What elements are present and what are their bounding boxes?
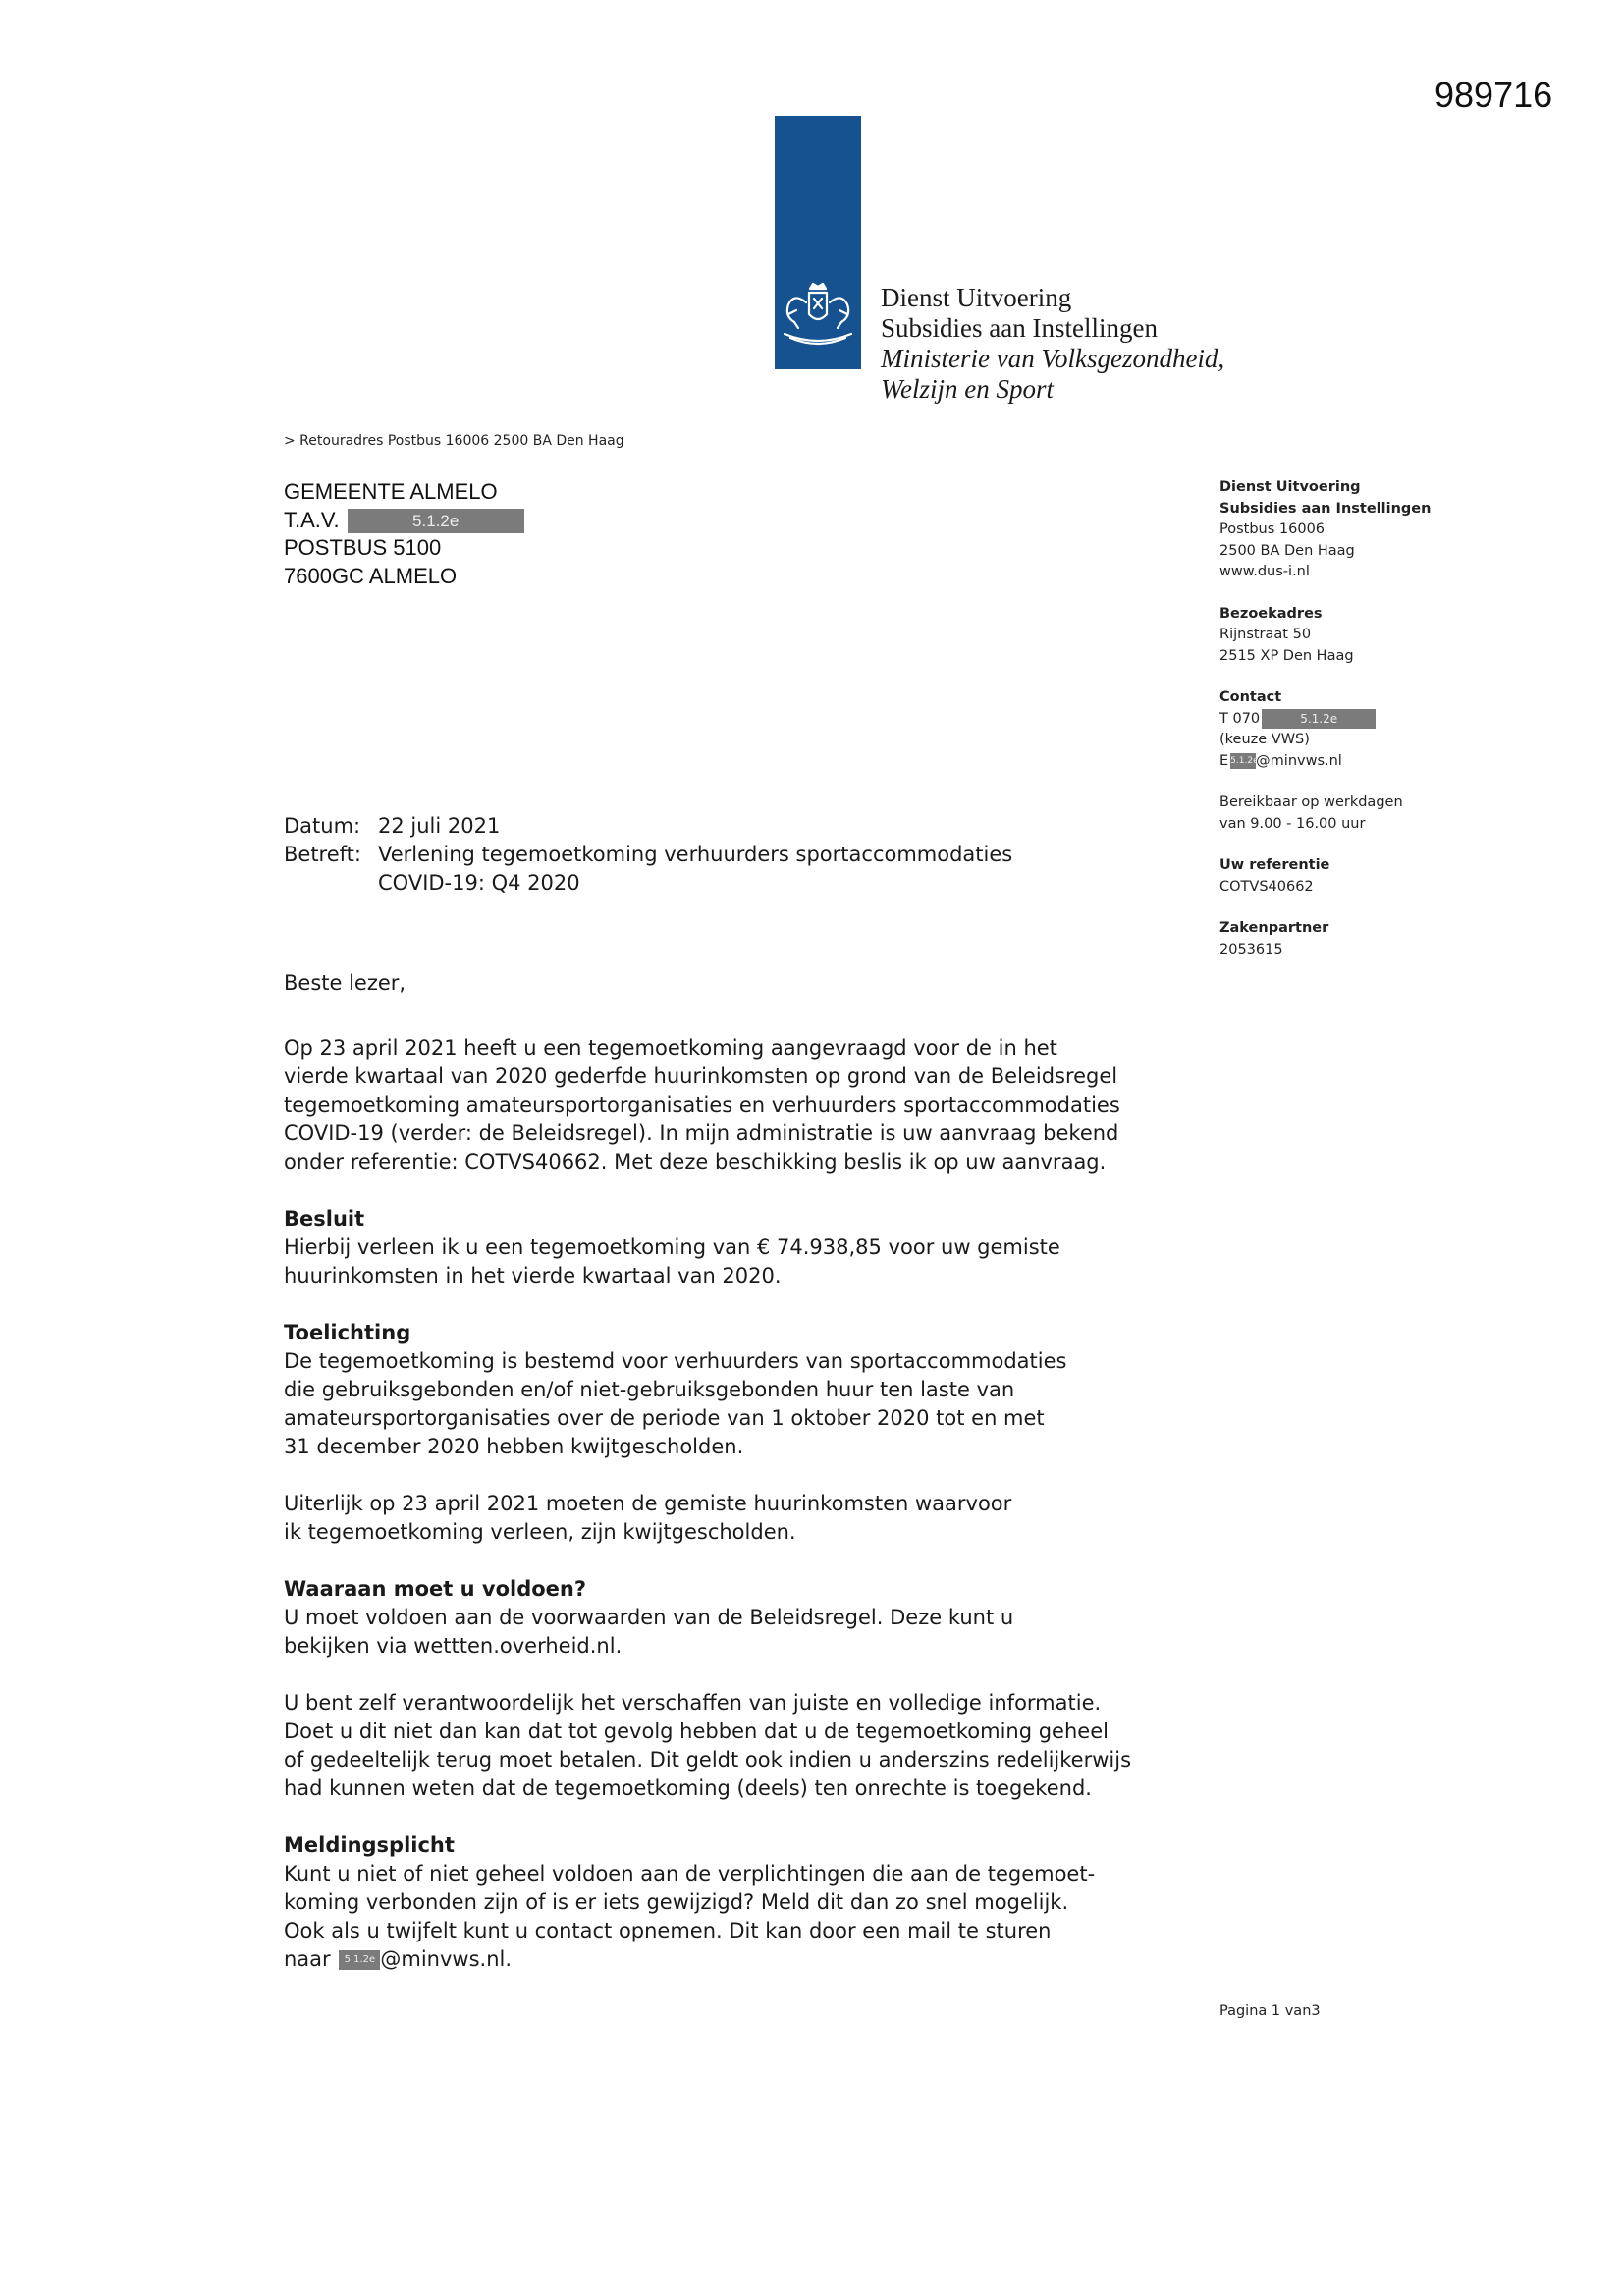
melding-prefix: naar — [284, 1947, 331, 1971]
recipient-address — [284, 478, 524, 590]
intro-line: Op 23 april 2021 heeft u een tegemoetkoming aangevraagd voor de in het — [284, 1036, 1057, 1060]
verantwoordelijk-line: Doet u dit niet dan kan dat tot gevolg hebben dat u de tegemoetkoming geheel — [284, 1720, 1109, 1743]
sidebar-website: www.dus-i.nl — [1219, 564, 1310, 579]
voldoen-line: bekijken via wettten.overheid.nl. — [284, 1634, 623, 1658]
recipient-attention — [284, 507, 524, 535]
coat-of-arms-icon — [777, 281, 859, 354]
redaction-box: 5.1.2e — [1262, 709, 1376, 729]
subject-row-2 — [284, 869, 1012, 898]
org-line-1: Dienst Uitvoering — [881, 283, 1072, 312]
sender-sidebar — [1219, 477, 1475, 960]
email-prefix: E — [1219, 752, 1229, 769]
subject-line-2: COVID-19: Q4 2020 — [378, 871, 580, 895]
subject-line-1: Verlening tegemoetkoming verhuurders sportaccommodaties — [378, 843, 1013, 866]
sidebar-org-2: Subsidies aan Instellingen — [1219, 500, 1432, 517]
melding-line: Kunt u niet of niet geheel voldoen aan de verplichtingen die aan de tegemoet- — [284, 1862, 1096, 1886]
sidebar-hours-label: Bereikbaar op werkdagen — [1219, 794, 1403, 810]
date-row — [284, 812, 1012, 841]
date-label: Datum: — [284, 814, 361, 838]
melding-line: Ook als u twijfelt kunt u contact opnemen. Dit kan door een mail te sturen — [284, 1919, 1052, 1942]
toelichting-line: amateursportorganisaties over de periode van 1 oktober 2020 tot en met — [284, 1406, 1045, 1430]
sidebar-postbus: Postbus 16006 — [1219, 521, 1326, 537]
letter-meta — [284, 812, 1012, 898]
recipient-name: GEMEENTE ALMELO — [284, 479, 498, 504]
verantwoordelijk-line: U bent zelf verantwoordelijk het verschaffen van juiste en volledige informatie. — [284, 1691, 1102, 1715]
voldoen-line: U moet voldoen aan de voorwaarden van de Beleidsregel. Deze kunt u — [284, 1606, 1014, 1629]
sidebar-ref-head: Uw referentie — [1219, 857, 1330, 873]
sidebar-phone-note: (keuze VWS) — [1219, 732, 1310, 747]
sidebar-ref-value: COTVS40662 — [1219, 878, 1314, 895]
verantwoordelijk-line: of gedeeltelijk terug moet betalen. Dit geldt ook indien u anderszins redelijkerwijs — [284, 1748, 1132, 1772]
section-heading-toelichting: Toelichting — [284, 1321, 411, 1344]
sidebar-partner-value: 2053615 — [1219, 941, 1283, 957]
redaction-box: 5.1.2e — [339, 1950, 380, 1970]
sidebar-visit-city: 2515 XP Den Haag — [1219, 647, 1354, 664]
section-heading-melding: Meldingsplicht — [284, 1833, 455, 1857]
org-line-4: Welzijn en Sport — [881, 374, 1055, 404]
sidebar-postcode: 2500 BA Den Haag — [1219, 542, 1355, 559]
intro-line: vierde kwartaal van 2020 gederfde huurinkomsten op grond van de Beleidsregel — [284, 1065, 1118, 1088]
toelichting-line: De tegemoetkoming is bestemd voor verhuurders van sportaccommodaties — [284, 1349, 1067, 1373]
page-number: Pagina 1 van3 — [1219, 2003, 1321, 2019]
email-suffix: @minvws.nl — [1256, 752, 1342, 769]
recipient-postbox: POSTBUS 5100 — [284, 535, 442, 561]
section-heading-besluit: Besluit — [284, 1207, 365, 1230]
intro-line: onder referentie: COTVS40662. Met deze beschikking beslis ik op uw aanvraag. — [284, 1150, 1107, 1174]
document-number: 989716 — [1435, 75, 1553, 115]
sidebar-visit-street: Rijnstraat 50 — [1219, 627, 1312, 642]
subject-row — [284, 841, 1012, 869]
sidebar-org-1: Dienst Uitvoering — [1219, 479, 1361, 495]
recipient-city: 7600GC ALMELO — [284, 563, 458, 588]
org-line-2: Subsidies aan Instellingen — [881, 313, 1158, 343]
intro-line: COVID-19 (verder: de Beleidsregel). In mijn administratie is uw aanvraag bekend — [284, 1121, 1119, 1145]
date-value: 22 juli 2021 — [378, 814, 501, 838]
melding-line: koming verbonden zijn of is er iets gewijzigd? Meld dit dan zo snel mogelijk. — [284, 1890, 1069, 1914]
section-heading-voldoen: Waaraan moet u voldoen? — [284, 1577, 587, 1601]
toelichting-line: 31 december 2020 hebben kwijtgescholden. — [284, 1435, 744, 1458]
return-address: > Retouradres Postbus 16006 2500 BA Den Haag — [284, 433, 624, 449]
toelichting-line: die gebruiksgebonden en/of niet-gebruiksgebonden huur ten laste van — [284, 1378, 1015, 1401]
uiterlijk-line: Uiterlijk op 23 april 2021 moeten de gemiste huurinkomsten waarvoor — [284, 1492, 1012, 1515]
salutation: Beste lezer, — [284, 971, 406, 995]
sidebar-phone — [1219, 709, 1475, 731]
sidebar-partner-head: Zakenpartner — [1219, 920, 1329, 936]
besluit-line: Hierbij verleen ik u een tegemoetkoming van € 74.938,85 voor uw gemiste — [284, 1235, 1060, 1259]
organization-name — [881, 283, 1224, 405]
attention-label: T.A.V. — [284, 507, 340, 532]
redaction-box: 5.1.2e — [1230, 753, 1256, 769]
letter-body — [284, 969, 1187, 1974]
melding-last-line — [284, 1945, 1187, 1974]
intro-line: tegemoetkoming amateursportorganisaties en verhuurders sportaccommodaties — [284, 1093, 1120, 1117]
redaction-box: 5.1.2e — [348, 509, 524, 533]
verantwoordelijk-line: had kunnen weten dat de tegemoetkoming (deels) ten onrechte is toegekend. — [284, 1777, 1092, 1800]
sidebar-contact-head: Contact — [1219, 689, 1282, 705]
uiterlijk-line: ik tegemoetkoming verleen, zijn kwijtgescholden. — [284, 1520, 796, 1544]
melding-suffix: @minvws.nl. — [380, 1947, 513, 1971]
sidebar-hours: van 9.00 - 16.00 uur — [1219, 815, 1366, 832]
subject-label: Betreft: — [284, 843, 361, 866]
besluit-line: huurinkomsten in het vierde kwartaal van 2020. — [284, 1264, 782, 1287]
sidebar-visit-head: Bezoekadres — [1219, 605, 1323, 622]
phone-prefix: T 070 — [1219, 710, 1261, 727]
org-line-3: Ministerie van Volksgezondheid, — [881, 344, 1225, 373]
sidebar-email — [1219, 751, 1475, 773]
